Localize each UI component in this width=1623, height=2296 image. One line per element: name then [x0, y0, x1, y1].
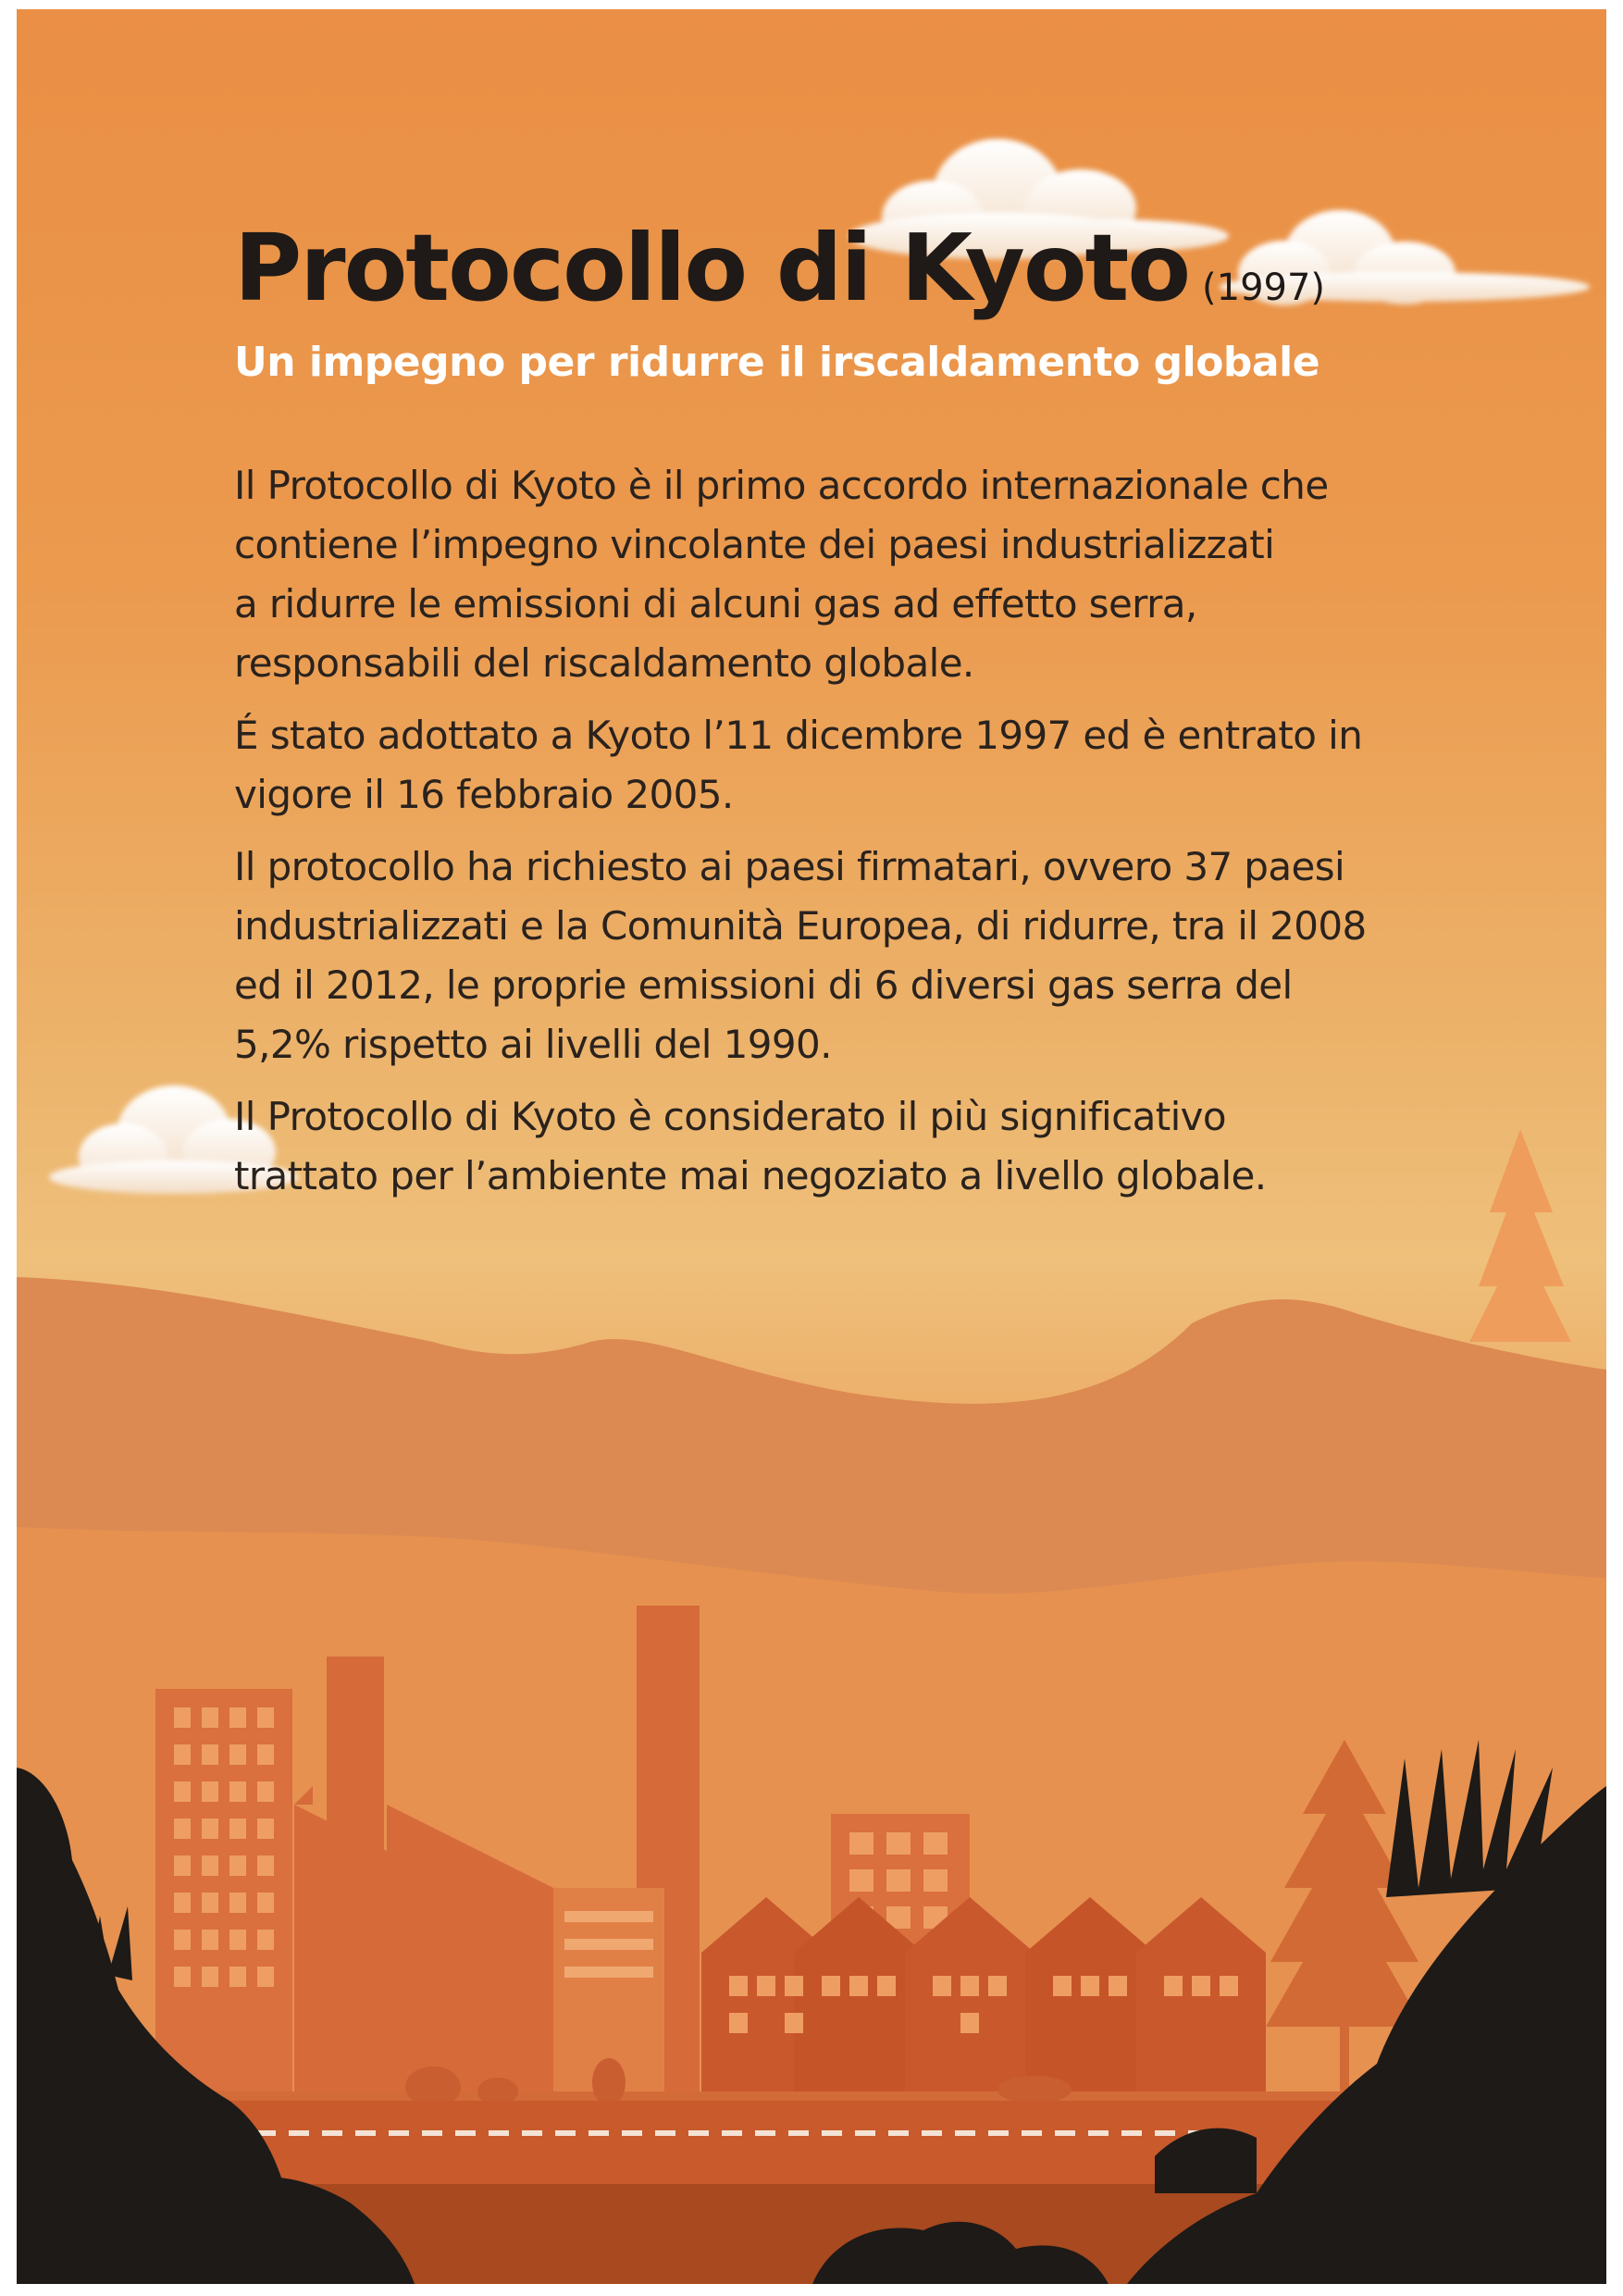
paragraph-line: industrializzati e la Comunità Europea, di ridurre, tra il 2008 — [234, 903, 1367, 949]
title-year: (1997) — [1202, 267, 1326, 309]
paragraph-line: Il protocollo ha richiesto ai paesi firmatari, ovvero 37 paesi — [234, 844, 1345, 889]
paragraph-intro — [234, 456, 1437, 693]
paragraph-line: vigore il 16 febbraio 2005. — [234, 772, 734, 817]
paragraph-line: Il Protocollo di Kyoto è il primo accordo internazionale che — [234, 463, 1329, 508]
paragraph-line: trattato per l’ambiente mai negoziato a livello globale. — [234, 1153, 1267, 1198]
paragraph-line: contiene l’impegno vincolante dei paesi industrializzati — [234, 522, 1275, 567]
paragraph-significance — [234, 1087, 1437, 1206]
paragraph-targets — [234, 838, 1437, 1074]
paragraph-line: a ridurre le emissioni di alcuni gas ad effetto serra, — [234, 581, 1197, 627]
paragraph-line: É stato adottato a Kyoto l’11 dicembre 1997 ed è entrato in — [234, 713, 1363, 758]
pine-tree-icon — [1469, 1129, 1571, 1342]
page-subtitle: Un impegno per ridurre il irscaldamento globale — [234, 339, 1320, 386]
paragraph-line: responsabili del riscaldamento globale. — [234, 640, 974, 686]
paragraph-line: ed il 2012, le proprie emissioni di 6 diversi gas serra del — [234, 962, 1293, 1008]
heading — [234, 214, 1437, 322]
page-title: Protocollo di Kyoto — [234, 214, 1190, 322]
text-block — [234, 214, 1437, 1206]
paragraph-line: Il Protocollo di Kyoto è considerato il più significativo — [234, 1094, 1227, 1139]
paragraph-adoption — [234, 706, 1437, 825]
poster — [17, 9, 1606, 2284]
paragraph-line: 5,2% rispetto ai livelli del 1990. — [234, 1022, 832, 1067]
